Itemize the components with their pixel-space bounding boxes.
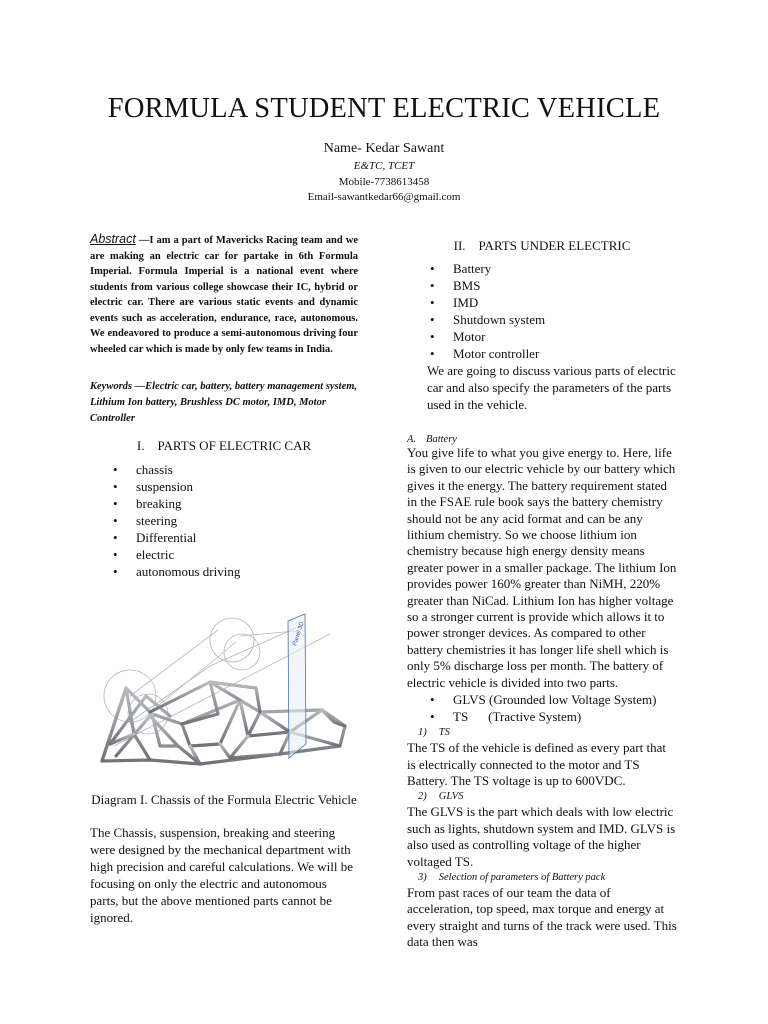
subheading-text: TS (438, 727, 450, 739)
list-item: • Differential (90, 529, 358, 546)
glvs-subheading (407, 789, 677, 804)
list-item: • Shutdown system (407, 311, 677, 328)
list-item: • breaking (90, 495, 358, 512)
panel-3d (288, 614, 306, 758)
subheading-number: 2) (418, 791, 427, 803)
abstract (90, 232, 358, 357)
subheading-text: Selection of parameters of Battery pack (438, 871, 606, 883)
system-desc: (Tractive System) (488, 709, 582, 725)
battery-subheading (407, 434, 677, 445)
list-item: • IMD (407, 294, 677, 311)
list-item: • electric (90, 546, 358, 563)
list-item: • BMS (407, 277, 677, 294)
parts-of-car-list (90, 461, 358, 580)
ts-subheading (407, 725, 677, 740)
parts-under-electric-list (407, 260, 677, 362)
system-desc: (Grounded low Voltage System) (489, 692, 657, 708)
list-item: • suspension (90, 478, 358, 495)
author-email: Email-sawantkedar66@gmail.com (307, 191, 461, 203)
abstract-label: Abstract (90, 232, 136, 246)
section-2-paragraph: We are going to discuss various parts of electric car and also specify the parameters of the parts used in the vehicle. (427, 363, 676, 412)
author-name: Name- Kedar Sawant (323, 141, 445, 156)
list-item: • steering (90, 512, 358, 529)
battery-paragraph: You give life to what you give energy to. Here, life is given to our electric vehicle by our battery which gives it the energy. The battery requirement stated in the FSAE rule book says the battery chemistry should not be any acid format and can be any lithium chemistry. So we choose lithium ion chemistry because high energy density means greater power in a smaller package. The lithium Ion provides power 160% greater than NiMH, 220% greater than NiCad. Lithium Ion has higher voltage so a stronger current is provide which allows it to power stronger devices. As compared to other battery chemistries it has longer life shell which is only 5% discharge loss per month. The battery of electric vehicle is divided into two parts. (407, 445, 677, 690)
keywords: Keywords —Electric car, battery, battery management system, Lithium Ion battery, Brushless DC motor, IMD, Motor Controller (90, 381, 358, 424)
list-item: • Motor (407, 328, 677, 345)
list-item (407, 691, 677, 708)
figure-caption: Diagram I. Chassis of the Formula Electric Vehicle (91, 792, 357, 807)
left-column (90, 232, 358, 926)
chassis-figure (90, 596, 358, 781)
panel-label: Panel 3D (292, 621, 306, 647)
params-subheading (407, 870, 677, 885)
list-item: • Motor controller (407, 345, 677, 362)
list-item: • autonomous driving (90, 563, 358, 580)
chassis-paragraph: The Chassis, suspension, breaking and steering were designed by the mechanical department with high precision and careful calculations. We will be focusing on only the electric and autonomous parts, but the above mentioned parts cannot be ignored. (90, 825, 353, 925)
subheading-number: 3) (418, 871, 427, 883)
abstract-text: —I am a part of Mavericks Racing team and we are making an electric car for partake in 6th Formula Imperial. Formula Imperial is a national event where students from various college showcase their IC, hybrid or electric car. There are various static events and dynamic events such as acceleration, endurance, race, autonomous. We endeavored to produce a semi-autonomous driving four wheeled car which is made by only few teams in India. (90, 235, 358, 355)
glvs-paragraph: The GLVS is the part which deals with low electric such as lights, shutdown system and IMD. GLVS is also used as controlling voltage of the higher voltaged TS. (407, 804, 676, 869)
right-column (407, 238, 677, 951)
ts-paragraph: The TS of the vehicle is defined as every part that is electrically connected to the motor and TS Battery. The TS voltage is up to 600VDC. (407, 740, 666, 788)
subheading-number: 1) (418, 727, 427, 739)
system-abbr: GLVS (453, 692, 486, 708)
list-item: • chassis (90, 461, 358, 478)
system-abbr: TS (453, 709, 469, 725)
subheading-text: GLVS (438, 791, 464, 803)
chassis-diagram (90, 596, 358, 781)
subheading-text: Battery (426, 434, 457, 445)
list-item (407, 708, 677, 725)
author-mobile: Mobile-7738613458 (338, 176, 430, 188)
paper-title: FORMULA STUDENT ELECTRIC VEHICLE (107, 93, 661, 124)
battery-systems-list (407, 691, 677, 725)
list-item: • Battery (407, 260, 677, 277)
subheading-number: A. (407, 434, 417, 445)
section-1-heading: I. PARTS OF ELECTRIC CAR (136, 438, 312, 453)
author-affiliation: E&TC, TCET (353, 160, 415, 172)
section-2-heading: II. PARTS UNDER ELECTRIC (453, 238, 631, 253)
params-paragraph: From past races of our team the data of acceleration, top speed, max torque and energy at every straight and turns of the track were used. This data then was (407, 884, 677, 950)
